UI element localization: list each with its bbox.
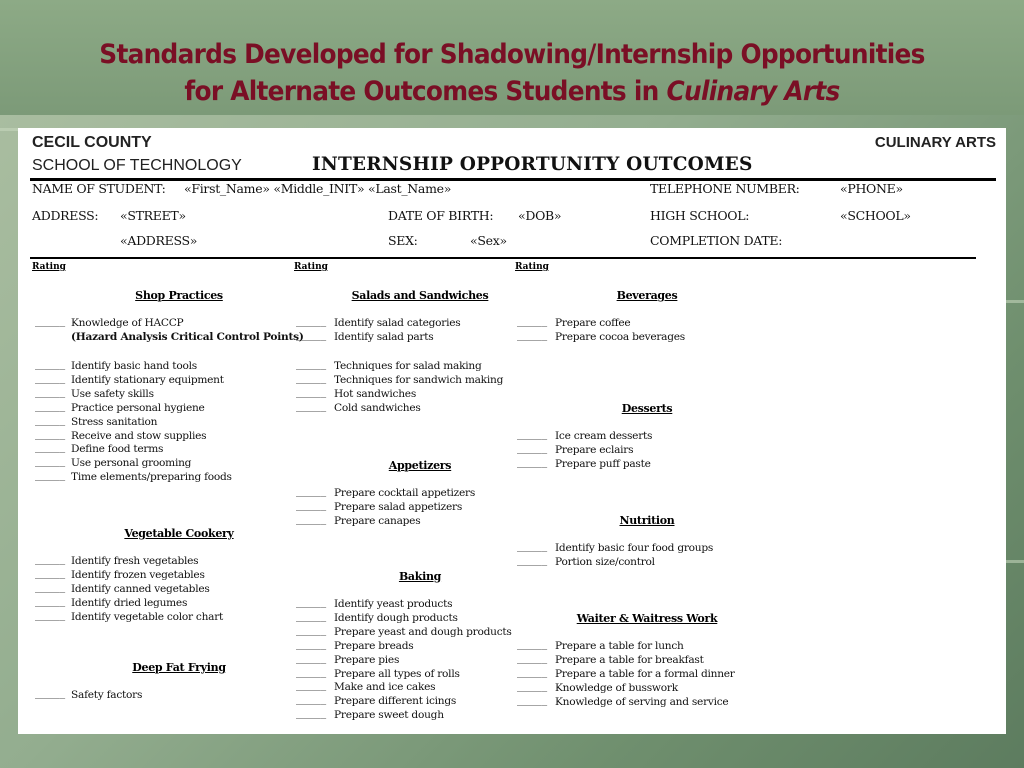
decorative-line [1006,300,1024,303]
rating-blank[interactable]: _____ [35,567,66,579]
outcome-item-knowledge-of-serving-and-service: Knowledge of serving and service [555,695,729,708]
rating-blank[interactable]: _____ [296,400,327,412]
rating-blank[interactable]: _____ [517,694,548,706]
rating-blank[interactable]: _____ [517,329,548,341]
decorative-line [1006,560,1024,563]
rating-blank[interactable]: _____ [296,513,327,525]
phone-label: TELEPHONE NUMBER: [650,181,800,196]
rating-blank[interactable]: _____ [517,639,548,650]
rating-header-col3: Rating [515,262,549,272]
rating-blank[interactable]: _____ [35,372,66,384]
rating-blank[interactable]: _____ [517,429,548,440]
outcome-item-identify-basic-four-food-groups: Identify basic four food groups [555,542,714,554]
section-title-shop-practices: Shop Practices [135,289,223,302]
outcome-item-prepare-different-icings: Prepare different icings [334,695,457,708]
outcome-item-techniques-for-salad-making: Techniques for salad making [334,360,482,372]
rating-blank[interactable]: _____ [35,386,66,398]
outcome-item-identify-salad-categories: Identify salad categories [334,317,461,329]
rating-blank[interactable]: _____ [296,316,327,327]
outcome-item-identify-frozen-vegetables: Identify frozen vegetables [71,568,205,581]
outcome-item-identify-stationary-equipment: Identify stationary equipment [71,373,224,386]
rating-blank[interactable]: _____ [35,400,66,412]
name-value: «First_Name» «Middle_INIT» «Last_Name» [184,181,452,196]
section-title-deep-fat-frying: Deep Fat Frying [132,661,226,674]
rating-blank[interactable]: _____ [296,386,327,398]
outcome-item-identify-dried-legumes: Identify dried legumes [71,596,188,609]
rating-blank[interactable]: _____ [35,456,66,468]
outcome-item-knowledge-of-haccp: Knowledge of HACCP [71,317,184,329]
rating-blank[interactable]: _____ [35,428,66,440]
outcome-item-prepare-a-table-for-a-formal-dinner: Prepare a table for a formal dinner [555,667,735,680]
street-value: «STREET» [120,208,186,223]
rating-blank[interactable]: _____ [517,652,548,664]
outcome-item-ice-cream-desserts: Ice cream desserts [555,430,653,442]
school-name-line-2: SCHOOL OF TECHNOLOGY [32,157,242,174]
sex-label: SEX: [388,233,418,248]
outcome-item-identify-yeast-products: Identify yeast products [334,598,453,610]
rating-blank[interactable]: _____ [35,609,66,621]
outcome-item-safety-factors: Safety factors [71,689,143,701]
program-name: CULINARY ARTS [874,134,996,151]
outcome-item-identify-canned-vegetables: Identify canned vegetables [71,582,210,595]
outcome-item-prepare-coffee: Prepare coffee [555,317,631,329]
outcome-item-stress-sanitation: Stress sanitation [71,415,158,428]
decorative-line [0,128,18,131]
slide-title [41,36,983,110]
rating-blank[interactable]: _____ [296,610,327,622]
rating-blank[interactable]: _____ [35,581,66,593]
rating-blank[interactable]: _____ [296,666,327,678]
section-title-baking: Baking [398,570,442,583]
address-label: ADDRESS: [32,208,99,223]
outcome-item-make-and-ice-cakes: Make and ice cakes [334,681,436,694]
outcome-item-identify-fresh-vegetables: Identify fresh vegetables [71,555,199,567]
section-title-beverages: Beverages [616,289,678,302]
outcome-item-prepare-a-table-for-breakfast: Prepare a table for breakfast [555,653,704,666]
outcome-item-prepare-sweet-dough: Prepare sweet dough [334,709,444,722]
rating-blank[interactable]: _____ [296,329,327,341]
high-school-value: «SCHOOL» [840,208,911,223]
section-title-desserts: Desserts [621,402,673,415]
rating-blank[interactable]: _____ [35,442,66,454]
rating-blank[interactable]: _____ [35,688,66,699]
high-school-label: HIGH SCHOOL: [650,208,750,223]
section-title-vegetable-cookery: Vegetable Cookery [124,527,234,540]
rating-blank[interactable]: _____ [517,442,548,454]
rating-blank[interactable]: _____ [296,708,327,720]
completion-date-label: COMPLETION DATE: [650,233,783,248]
rating-blank[interactable]: _____ [296,597,327,608]
outcome-item-practice-personal-hygiene: Practice personal hygiene [71,401,205,414]
outcome-item-prepare-yeast-and-dough-products: Prepare yeast and dough products [334,625,512,638]
internship-form-document [18,128,1006,734]
rating-blank[interactable]: _____ [296,624,327,636]
rating-header-col1: Rating [32,262,66,272]
rating-blank[interactable]: _____ [296,486,327,497]
outcome-item-prepare-all-types-of-rolls: Prepare all types of rolls [334,667,460,680]
rating-blank[interactable]: _____ [35,414,66,426]
outcome-item-identify-basic-hand-tools: Identify basic hand tools [71,360,197,372]
outcome-item-define-food-terms: Define food terms [71,443,164,456]
outcome-item-cold-sandwiches: Cold sandwiches [334,401,421,414]
rating-blank[interactable]: _____ [296,359,327,370]
address-value: «ADDRESS» [120,233,198,248]
rating-blank[interactable]: _____ [35,554,66,565]
outcome-item-use-safety-skills: Use safety skills [71,387,154,400]
slide-title-line-1: Standards Developed for Shadowing/Internship Opportunities [99,39,925,70]
outcome-item-hot-sandwiches: Hot sandwiches [334,387,417,400]
name-label: NAME OF STUDENT: [32,181,166,196]
rating-blank[interactable]: _____ [296,372,327,384]
section-title-salads-and-sandwiches: Salads and Sandwiches [351,289,489,302]
outcome-item-knowledge-of-busswork: Knowledge of busswork [555,681,678,694]
section-title-appetizers: Appetizers [388,459,452,472]
rating-blank[interactable]: _____ [35,470,66,482]
phone-value: «PHONE» [840,181,903,196]
outcome-item-prepare-canapes: Prepare canapes [334,514,421,527]
outcome-item-prepare-cocktail-appetizers: Prepare cocktail appetizers [334,487,476,499]
outcome-item-time-elements-preparing-foods: Time elements/preparing foods [71,471,232,484]
sex-value: «Sex» [470,233,507,248]
outcome-item-identify-dough-products: Identify dough products [334,611,458,624]
outcome-item-prepare-breads: Prepare breads [334,639,414,652]
rating-blank[interactable]: _____ [296,680,327,692]
outcome-item-prepare-puff-paste: Prepare puff paste [555,457,651,470]
slide-title-program: Culinary Arts [666,76,840,107]
form-heading: INTERNSHIP OPPORTUNITY OUTCOMES [312,154,753,175]
outcome-item-techniques-for-sandwich-making: Techniques for sandwich making [334,373,504,386]
fields-rule [30,257,976,259]
section-title-nutrition: Nutrition [619,514,675,527]
rating-blank[interactable]: _____ [517,554,548,566]
outcome-item-prepare-pies: Prepare pies [334,653,400,666]
outcome-item-prepare-eclairs: Prepare eclairs [555,443,634,456]
outcome-item-prepare-a-table-for-lunch: Prepare a table for lunch [555,640,684,652]
rating-blank[interactable]: _____ [296,652,327,664]
slide-title-line-2 [41,73,983,110]
outcome-item-use-personal-grooming: Use personal grooming [71,457,192,470]
rating-header-col2: Rating [294,262,328,272]
rating-blank[interactable]: _____ [517,316,548,327]
rating-blank[interactable]: _____ [35,359,66,370]
outcome-item-portion-size-control: Portion size/control [555,555,655,568]
rating-blank[interactable]: _____ [296,638,327,650]
dob-value: «DOB» [518,208,562,223]
outcome-item-identify-vegetable-color-chart: Identify vegetable color chart [71,610,224,623]
outcome-item-identify-salad-parts: Identify salad parts [334,330,434,343]
school-name-line-1: CECIL COUNTY [32,134,152,151]
outcome-item-prepare-cocoa-beverages: Prepare cocoa beverages [555,330,685,343]
dob-label: DATE OF BIRTH: [388,208,494,223]
rating-blank[interactable]: _____ [517,541,548,552]
rating-blank[interactable]: _____ [296,499,327,511]
rating-blank[interactable]: _____ [296,694,327,706]
rating-blank[interactable]: _____ [35,595,66,607]
outcome-item-prepare-salad-appetizers: Prepare salad appetizers [334,500,463,513]
section-title-waiter-waitress-work: Waiter & Waitress Work [576,612,718,625]
rating-blank[interactable]: _____ [517,666,548,678]
outcome-note-haccp: (Hazard Analysis Critical Control Points) [71,330,304,343]
rating-blank[interactable]: _____ [517,456,548,468]
rating-blank[interactable]: _____ [35,316,66,327]
slide-title-line-2-text: for Alternate Outcomes Students in [184,76,667,107]
outcome-item-receive-and-stow-supplies: Receive and stow supplies [71,429,207,442]
rating-blank[interactable]: _____ [517,680,548,692]
